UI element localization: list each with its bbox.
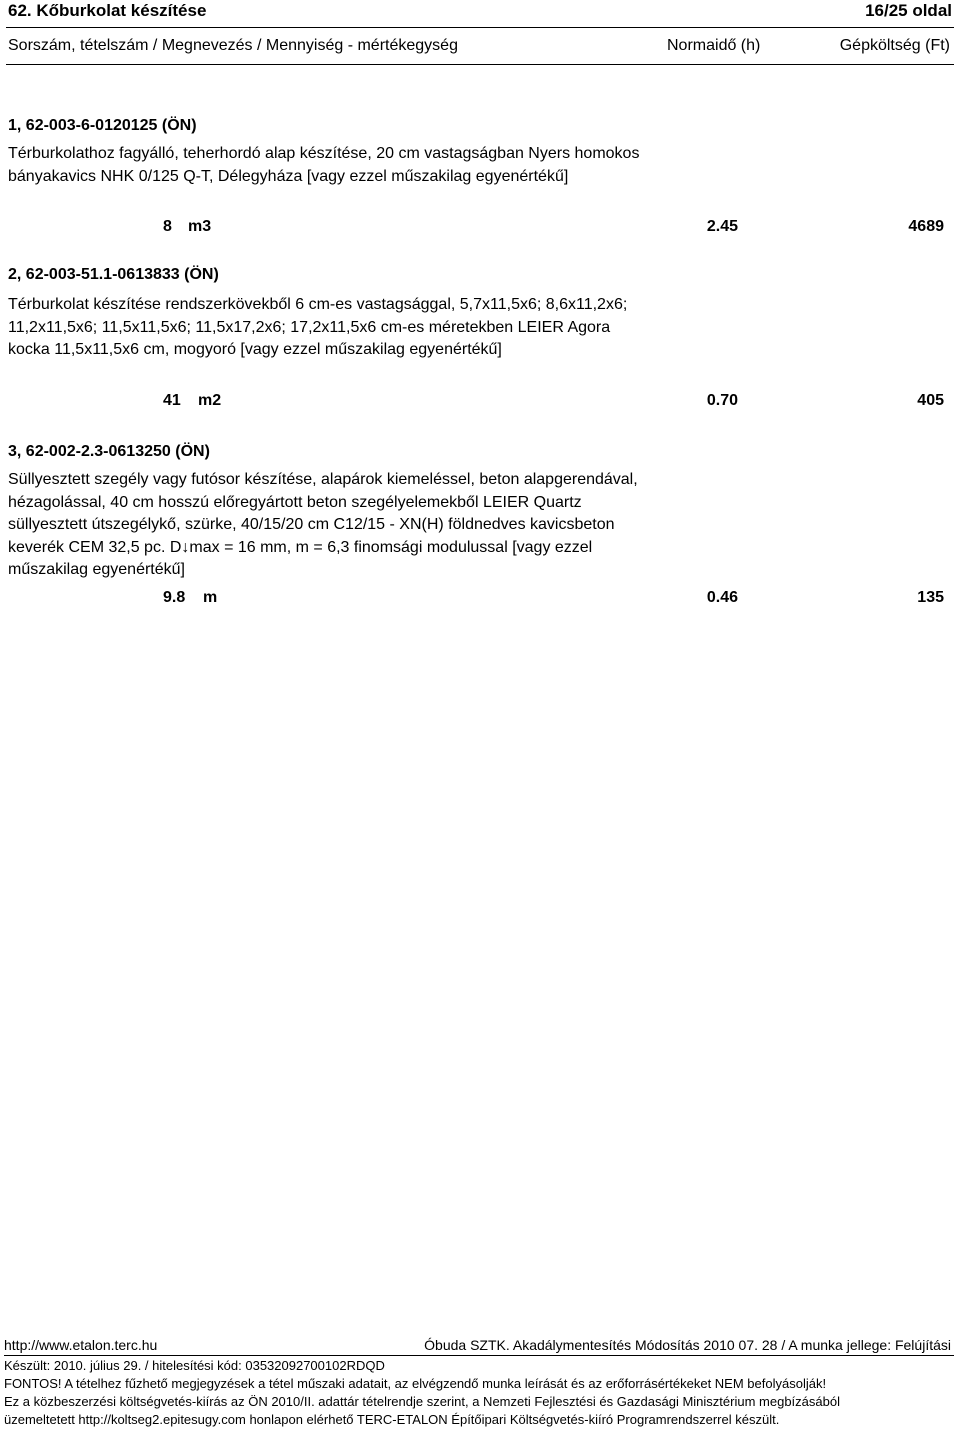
page-title: 62. Kőburkolat készítése	[8, 1, 207, 20]
column-header-description: Sorszám, tételszám / Megnevezés / Mennyiség - mértékegység	[8, 37, 458, 54]
item-1-machine-cost: 4689	[908, 218, 944, 235]
column-header-machine-cost: Gépköltség (Ft)	[839, 37, 950, 54]
item-2-quantity: 41	[163, 392, 181, 409]
page-number: 16/25 oldal	[865, 1, 952, 20]
footer-project-info: Óbuda SZTK. Akadálymentesítés Módosítás 2010 07. 28 / A munka jellege: Felújítási	[424, 1337, 951, 1353]
item-3-norm-time: 0.46	[706, 589, 738, 606]
footer-note-program: üzemeltetett http://koltseg2.epitesugy.com honlapon elérhető TERC-ETALON Építőipari Költségvetés-kiíró Programrendszerrel készült.	[4, 1412, 780, 1427]
item-3-unit: m	[203, 589, 218, 606]
footer-created-info: Készült: 2010. július 29. / hitelesítési kód: 03532092700102RDQD	[4, 1358, 385, 1373]
item-3-quantity: 9.8	[163, 589, 186, 606]
item-2-norm-time: 0.70	[706, 392, 738, 409]
item-1-description: Térburkolathoz fagyálló, teherhordó alap készítése, 20 cm vastagságban Nyers homokos bányakavics NHK 0/125 Q-T, Délegyháza [vagy ezzel műszakilag egyenértékű]	[8, 145, 640, 185]
item-3-description: Süllyesztett szegély vagy futósor készítése, alapárok kiemeléssel, beton alapgerendával, hézagolással, 40 cm hosszú előregyártott beton szegélyelemekből LEIER Quartz süllyesztett útszegélykő, szürke, 40/15/20 cm C12/15 - XN(H) földnedves kavicsbeton keverék CEM 32,5 pc. D↓max = 16 mm, m = 6,3 finomsági modulussal [vagy ezzel műszakilag egyenértékű]	[8, 471, 638, 578]
item-2-machine-cost: 405	[917, 392, 944, 409]
item-2-unit: m2	[198, 392, 222, 409]
item-2-description: Térburkolat készítése rendszerkövekből 6 cm-es vastagsággal, 5,7x11,5x6; 8,6x11,2x6; 11,2x11,5x6; 11,5x11,5x6; 11,5x17,2x6; 17,2x11,5x6 cm-es méretekben LEIER Agora kocka 11,5x11,5x6 cm, mogyoró [vagy ezzel műszakilag egyenértékű]	[8, 296, 628, 358]
footer-note-important: FONTOS! A tételhez fűzhető megjegyzések a tétel műszaki adatait, az elvégzendő munka leírását és az erőforrásértékeket NEM befolyásolják!	[4, 1376, 827, 1391]
item-2-id: 2, 62-003-51.1-0613833 (ÖN)	[8, 266, 219, 283]
footer-note-source: Ez a közbeszerzési költségvetés-kiírás az ÖN 2010/II. adattár tételrendje szerint, a Nemzeti Fejlesztési és Gazdasági Minisztérium megbízásából	[4, 1394, 840, 1409]
item-1-unit: m3	[188, 218, 212, 235]
footer-divider	[4, 1355, 954, 1356]
column-header-divider	[6, 64, 954, 65]
footer-url-link[interactable]: http://www.etalon.terc.hu	[4, 1337, 158, 1353]
header-divider	[6, 27, 954, 28]
item-3-id: 3, 62-002-2.3-0613250 (ÖN)	[8, 443, 210, 460]
item-3-machine-cost: 135	[917, 589, 944, 606]
column-header-norm-time: Normaidő (h)	[667, 37, 761, 54]
item-1-quantity: 8	[163, 218, 172, 235]
item-1-id: 1, 62-003-6-0120125 (ÖN)	[8, 117, 197, 134]
item-1-norm-time: 2.45	[706, 218, 738, 235]
